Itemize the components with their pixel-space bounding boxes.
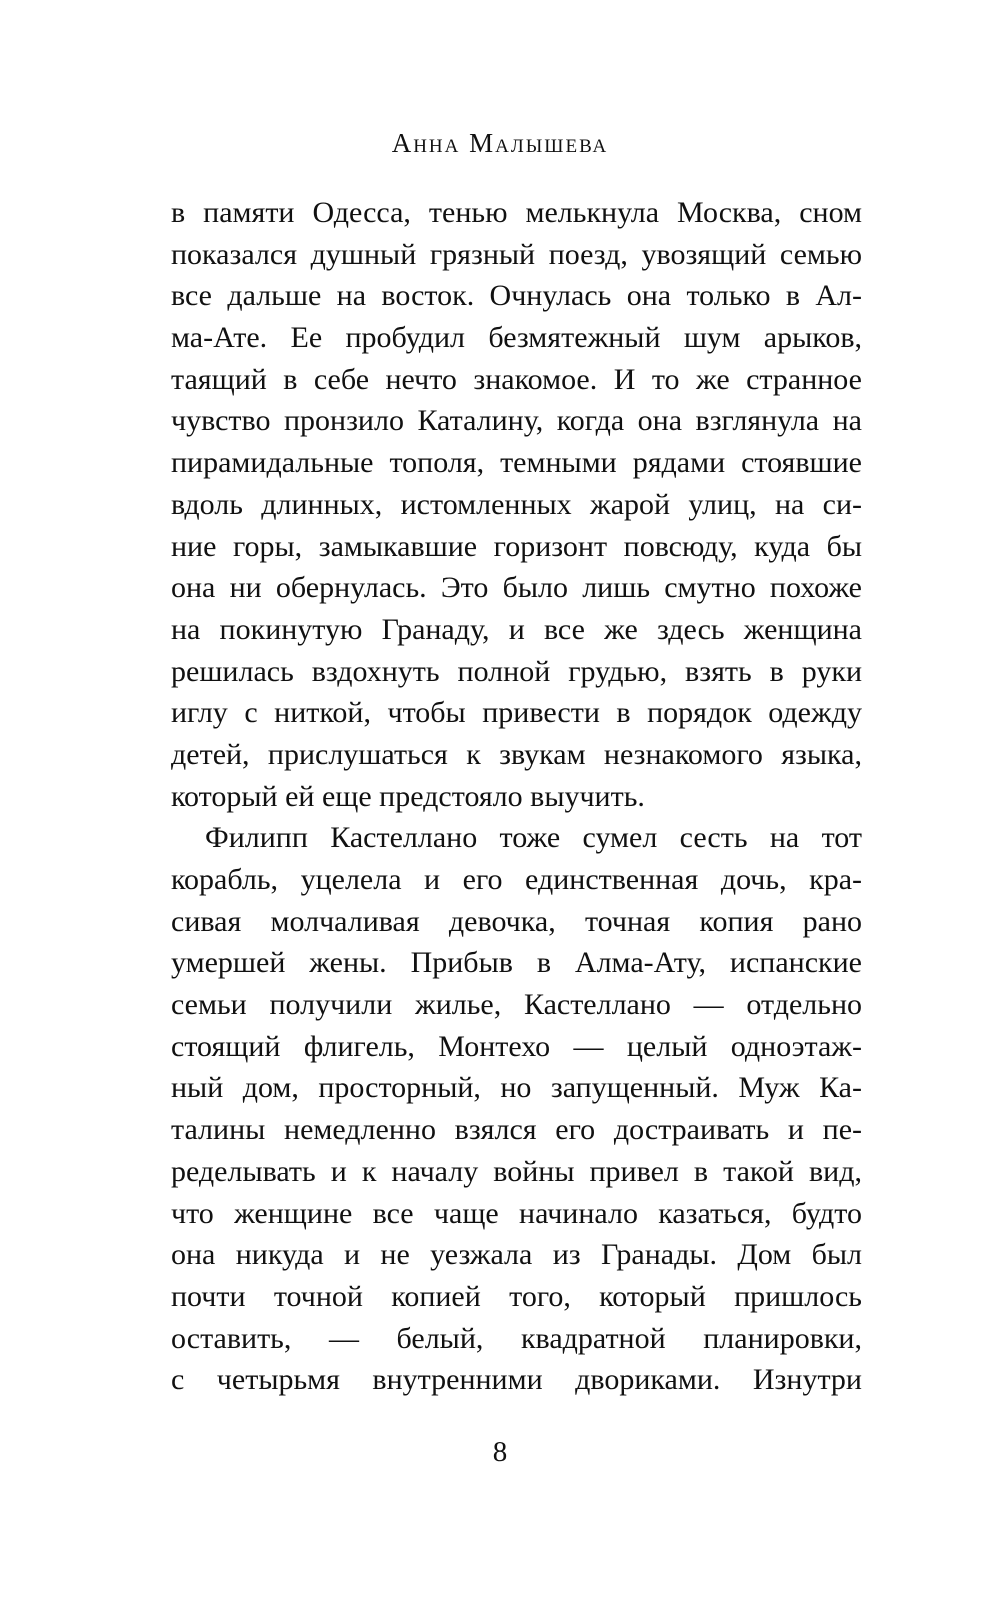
text-line: на покинутую Гранаду, и все же здесь женщина xyxy=(171,612,862,646)
text-line: вдоль длинных, истомленных жарой улиц, на си- xyxy=(171,487,862,521)
text-line: ный дом, просторный, но запущенный. Муж Ка- xyxy=(171,1071,862,1105)
text-line: все дальше на восток. Очнулась она только в Ал- xyxy=(171,279,862,313)
running-head: Анна Малышева xyxy=(391,128,609,158)
text-line: решилась вздохнуть полной грудью, взять в руки xyxy=(171,654,862,688)
text-line: Филипп Кастеллано тоже сумел сесть на тот xyxy=(205,821,862,855)
page-number: 8 xyxy=(492,1436,508,1468)
text-line: детей, прислушаться к звукам незнакомого языка, xyxy=(171,737,862,771)
text-line: ние горы, замыкавшие горизонт повсюду, куда бы xyxy=(171,529,862,563)
text-line: оставить, — белый, квадратной планировки, xyxy=(171,1321,862,1355)
text-line: талины немедленно взялся его достраивать и пе- xyxy=(171,1113,862,1147)
text-line: почти точной копией того, который пришлось xyxy=(171,1279,862,1313)
text-line: пирамидальные тополя, темными рядами стоявшие xyxy=(171,446,862,480)
text-line: умершей жены. Прибыв в Алма-Ату, испанские xyxy=(171,946,862,980)
text-line: корабль, уцелела и его единственная дочь, кра- xyxy=(171,863,862,896)
text-line: показался душный грязный поезд, увозящий семью xyxy=(171,237,862,271)
body-text xyxy=(171,192,862,1401)
text-line: чувство пронзило Каталину, когда она взглянула на xyxy=(171,404,862,438)
text-line: что женщине все чаще начинало казаться, будто xyxy=(171,1196,862,1230)
text-line: в памяти Одесса, тенью мелькнула Москва, сном xyxy=(171,196,862,229)
text-line: она ни обернулась. Это было лишь смутно похоже xyxy=(171,571,862,605)
text-line: ределывать и к началу войны привел в такой вид, xyxy=(171,1154,862,1188)
text-line: иглу с ниткой, чтобы привести в порядок одежду xyxy=(171,696,862,730)
text-line: она никуда и не уезжала из Гранады. Дом был xyxy=(171,1238,862,1272)
text-line: который ей еще предстояло выучить. xyxy=(171,779,645,813)
text-line: сивая молчаливая девочка, точная копия рано xyxy=(171,904,862,938)
text-line: с четырьмя внутренними двориками. Изнутри xyxy=(171,1363,862,1397)
text-line: ма-Ате. Ее пробудил безмятежный шум арыков, xyxy=(171,321,862,355)
text-line: семьи получили жилье, Кастеллано — отдельно xyxy=(171,988,862,1022)
text-line: таящий в себе нечто знакомое. И то же странное xyxy=(171,362,862,396)
text-line: стоящий флигель, Монтехо — целый одноэтаж- xyxy=(171,1029,862,1063)
